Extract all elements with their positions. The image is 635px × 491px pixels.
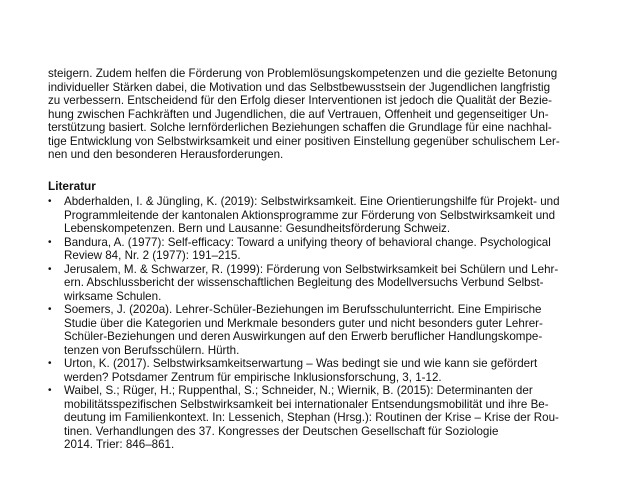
reference-line: tenzen von Berufsschülern. Hürth. bbox=[64, 343, 240, 357]
paragraph-line: nen und den besonderen Herausforderungen. bbox=[48, 148, 284, 161]
reference-list bbox=[48, 195, 608, 452]
reference-line: werden? Potsdamer Zentrum für empirische Inklusionsforschung, 3, 1-12. bbox=[64, 370, 442, 384]
reference-line: Jerusalem, M. & Schwarzer, R. (1999): Förderung von Selbstwirksamkeit bei Schülern und Lehr- bbox=[64, 262, 559, 276]
reference-line: mobilitätsspezifischen Selbstwirksamkeit bei internationaler Entsendungsmobilität und ihre Be- bbox=[64, 397, 549, 411]
bullet-icon: • bbox=[48, 358, 52, 369]
reference-line: deutung im Familienkontext. In: Lessenich, Stephan (Hrsg.): Routinen der Krise – Krise der Rou- bbox=[64, 411, 559, 424]
reference-line: Bandura, A. (1977): Self-efficacy: Toward a unifying theory of behavioral change. Psychological bbox=[64, 235, 551, 249]
paragraph-line: zu verbessern. Entscheidend für den Erfolg dieser Interventionen ist jedoch die Qualität der Bezie- bbox=[48, 94, 552, 107]
reference-line: 2014. Trier: 846–861. bbox=[64, 438, 175, 451]
reference-line: Studie über die Kategorien und Merkmale besonders guter und nicht besonders guter Lehrer- bbox=[64, 316, 543, 330]
reference-line: wirksame Schulen. bbox=[64, 289, 162, 303]
reference-item bbox=[48, 357, 608, 384]
reference-item bbox=[48, 236, 608, 263]
reference-item bbox=[48, 303, 608, 357]
reference-line: Review 84, Nr. 2 (1977): 191–215. bbox=[64, 249, 241, 262]
reference-line: ern. Abschlussbericht der wissenschaftlichen Begleitung des Modellversuchs Verbund Selbst- bbox=[64, 276, 544, 289]
reference-line: Soemers, J. (2020a). Lehrer-Schüler-Beziehungen im Berufsschulunterricht. Eine Empirische bbox=[64, 303, 542, 316]
bullet-icon: • bbox=[48, 385, 52, 396]
paragraph-line: hung zwischen Fachkräften und Jugendlichen, die auf Vertrauen, Offenheit und gegenseitiger Un- bbox=[48, 107, 549, 121]
bullet-icon: • bbox=[48, 196, 52, 207]
reference-line: Lebenskompetenzen. Bern und Lausanne: Gesundheitsförderung Schweiz. bbox=[64, 222, 451, 235]
reference-line: Waibel, S.; Rüger, H.; Ruppenthal, S.; Schneider, N.; Wiernik, B. (2015): Determinanten der bbox=[64, 384, 533, 397]
reference-item bbox=[48, 263, 608, 304]
bullet-icon: • bbox=[48, 304, 52, 315]
bullet-icon: • bbox=[48, 263, 52, 275]
paragraph-line: tige Entwicklung von Selbstwirksamkeit und einer positiven Einstellung gegenüber schulischem Ler- bbox=[48, 134, 560, 148]
reference-line: Urton, K. (2017). Selbstwirksamkeitserwartung – Was bedingt sie und wie kann sie gefördert bbox=[64, 357, 538, 370]
literature-heading: Literatur bbox=[48, 179, 96, 193]
paragraph-line: steigern. Zudem helfen die Förderung von Problemlösungskompetenzen und die gezielte Betonung bbox=[48, 67, 558, 80]
body-paragraph bbox=[48, 67, 588, 162]
reference-line: Programmleitende der kantonalen Aktionsprogramme zur Förderung von Selbstwirksamkeit und bbox=[64, 208, 556, 222]
reference-line: Abderhalden, I. & Jüngling, K. (2019): Selbstwirksamkeit. Eine Orientierungshilfe für Projekt- und bbox=[64, 195, 560, 208]
reference-line: Schüler-Beziehungen und deren Auswirkungen auf den Erwerb beruflicher Handlungskompe- bbox=[64, 330, 543, 343]
paragraph-line: terstützung basiert. Solche lernförderlichen Beziehungen schaffen die Grundlage für eine nachhal- bbox=[48, 121, 552, 134]
reference-item bbox=[48, 384, 608, 452]
bullet-icon: • bbox=[48, 236, 52, 248]
reference-line: tinen. Verhandlungen des 37. Kongresses der Deutschen Gesellschaft für Soziologie bbox=[64, 424, 499, 438]
paragraph-line: individueller Stärken dabei, die Motivation und das Selbstbewusstsein der Jugendlichen langfristig bbox=[48, 80, 551, 94]
reference-item bbox=[48, 195, 608, 236]
